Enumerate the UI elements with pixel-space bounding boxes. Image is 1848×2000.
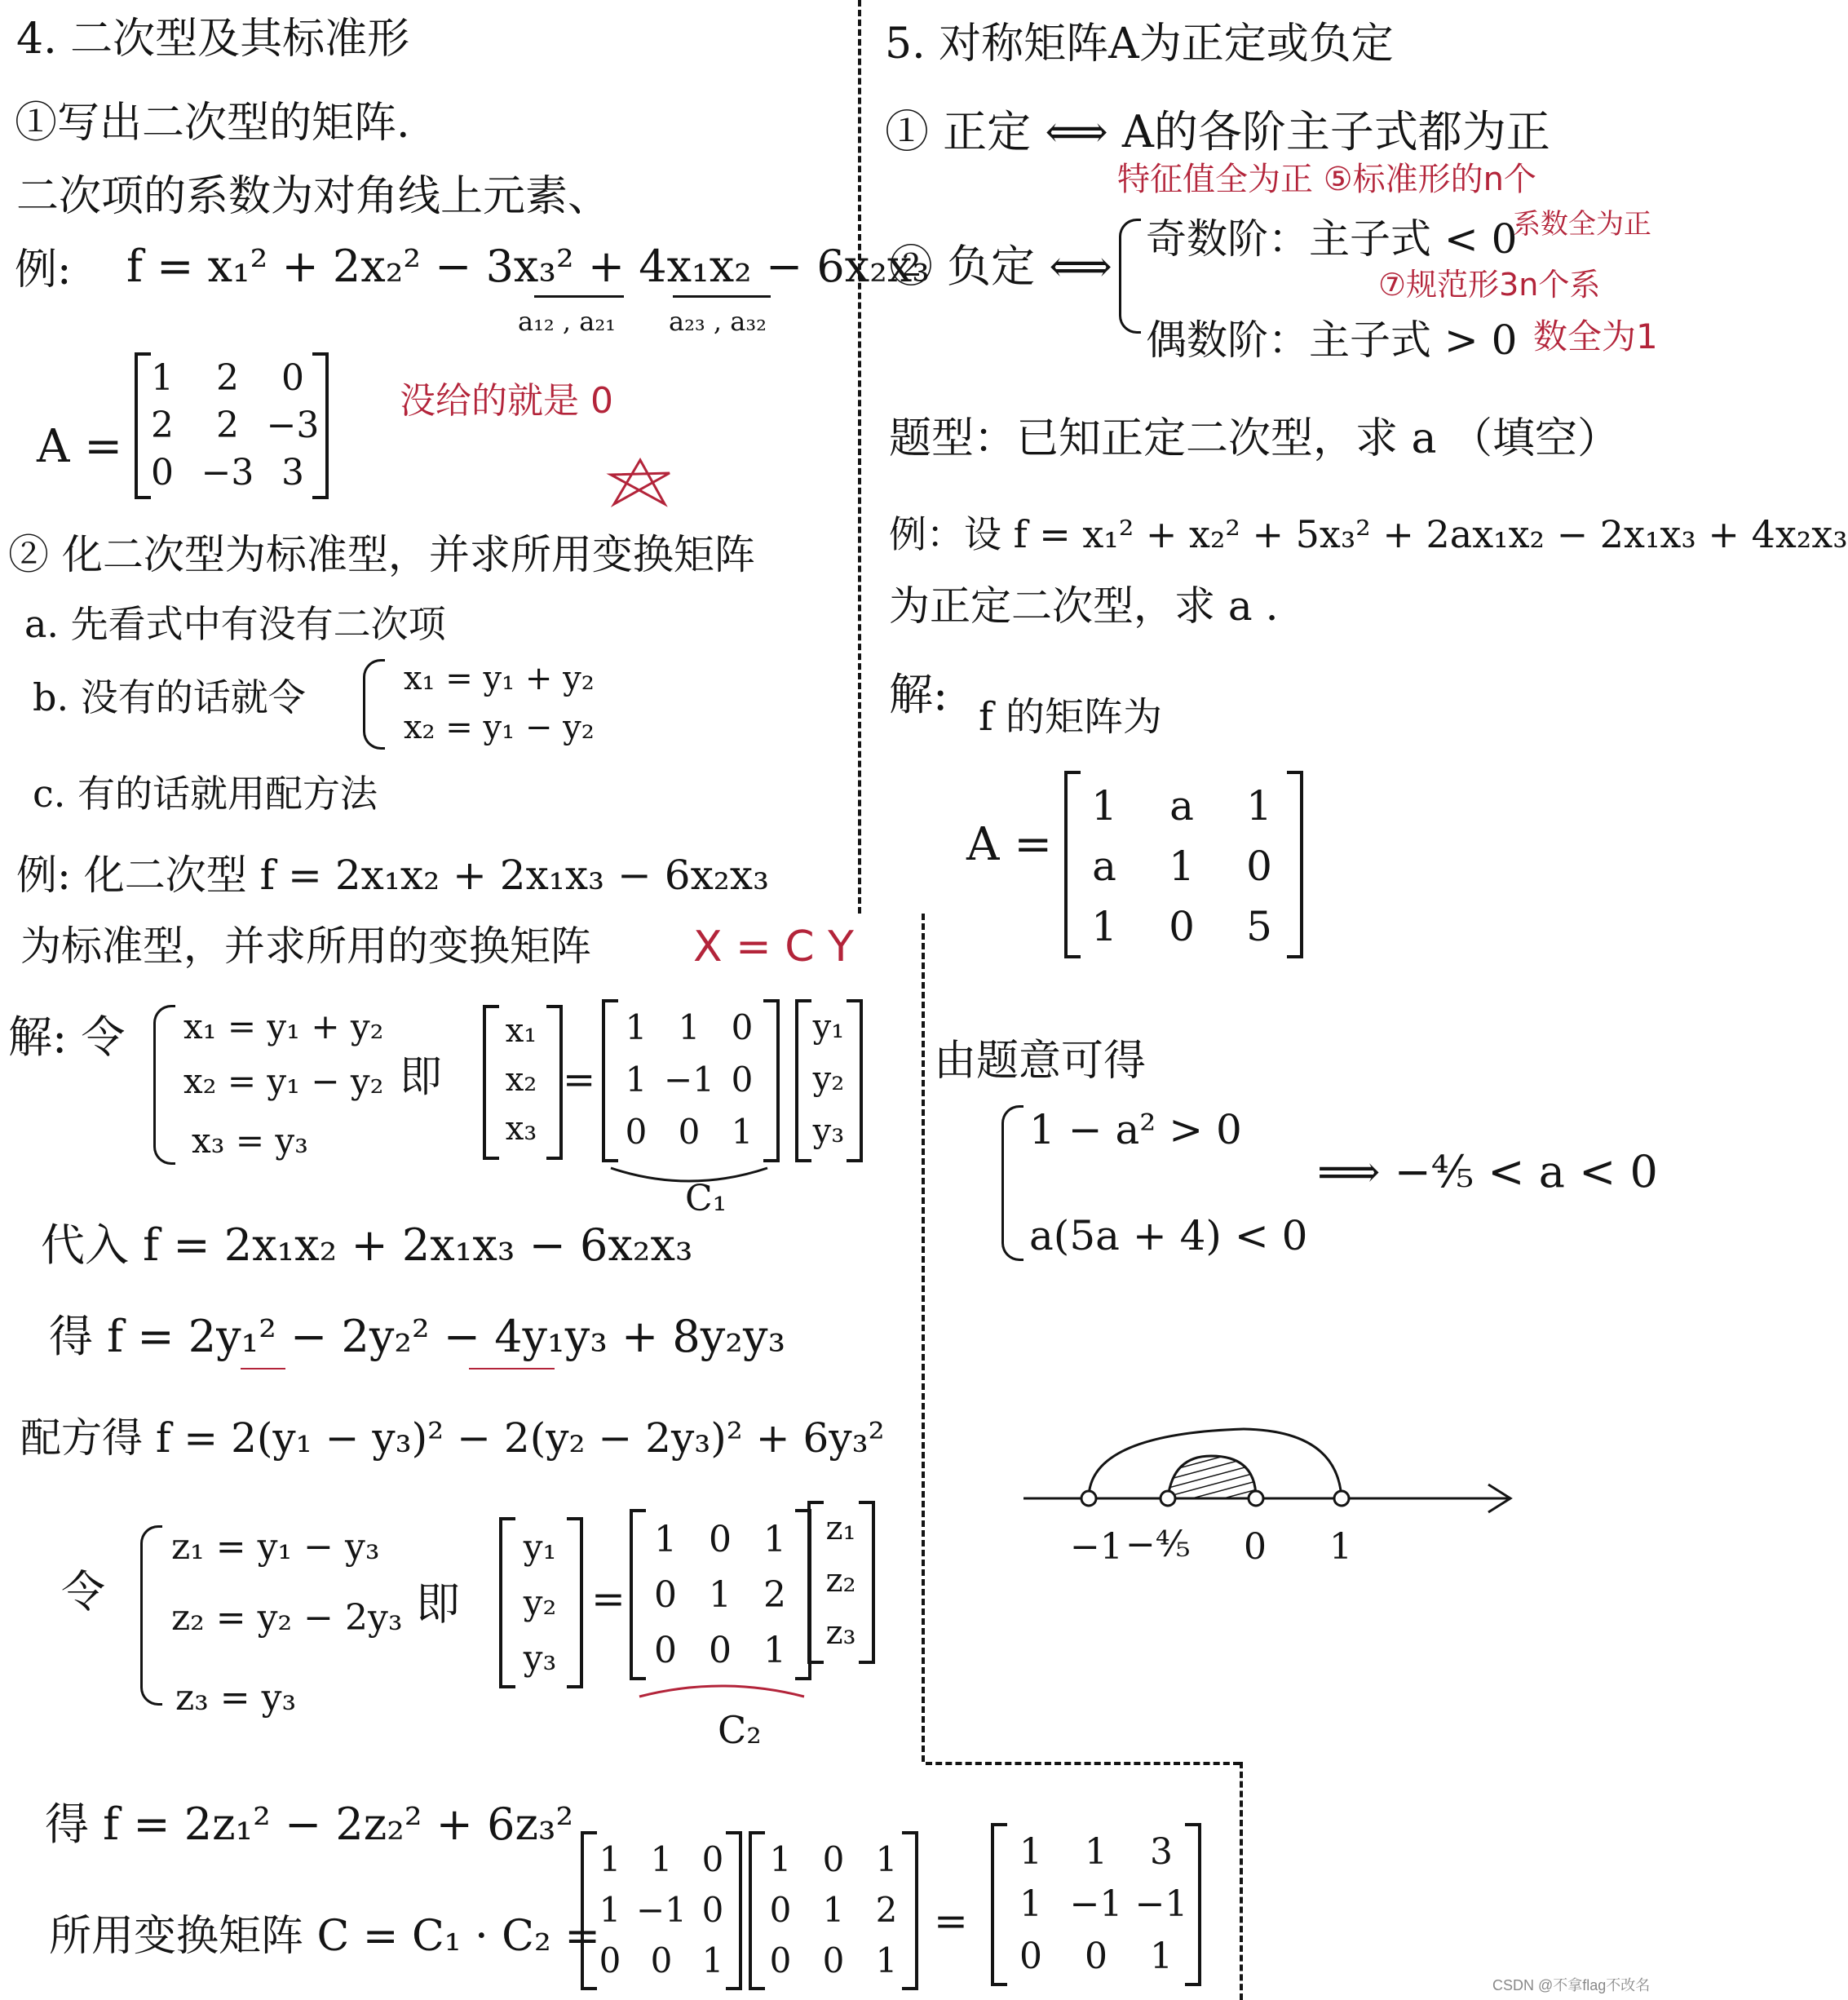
- result-f-in-z: 得 f = 2z₁² − 2z₂² + 6z₃²: [45, 1799, 574, 1850]
- example-2-line-1: 例: 化二次型 f = 2x₁x₂ + 2x₁x₃ − 6x₂x₃: [16, 852, 770, 899]
- step-2b: b. 没有的话就令: [33, 675, 306, 719]
- matrix-a-right-cell: 0: [1246, 843, 1272, 890]
- note-missing-is-zero: 没给的就是 0: [400, 380, 613, 422]
- equals-sign-3: =: [934, 1897, 968, 1945]
- final-c1-cell: −1: [636, 1890, 687, 1930]
- matrix-a-right: [1064, 771, 1303, 958]
- final-c2-cell: 2: [875, 1890, 898, 1930]
- matrix-a-cell: 0: [151, 452, 174, 493]
- underline-x2x3: [673, 295, 771, 298]
- brace-z-substitution: [140, 1525, 162, 1706]
- x-vector-cell: x₃: [505, 1110, 537, 1148]
- c2-cell: 0: [654, 1630, 677, 1671]
- final-result-cell: 3: [1150, 1831, 1173, 1873]
- c1-matrix: [602, 999, 780, 1162]
- z-eq1: z₁ = y₁ − y₃: [171, 1526, 380, 1568]
- tick-label-minus-four-fifths: −⁴⁄₅: [1125, 1524, 1191, 1565]
- final-c2-cell: 1: [875, 1940, 898, 1980]
- example-3-line-2: 为正定二次型，求 a .: [889, 582, 1279, 630]
- open-point-zero: [1249, 1491, 1263, 1506]
- matrix-a-cell: −3: [201, 452, 254, 493]
- tick-label-one: 1: [1329, 1526, 1352, 1568]
- c1-cell: 1: [678, 1007, 701, 1047]
- c2-cell: 0: [654, 1574, 677, 1616]
- step-2c: c. 有的话就用配方法: [33, 772, 378, 816]
- c1-cell: 1: [625, 1060, 648, 1100]
- section-5-title: 5. 对称矩阵A为正定或负定: [885, 20, 1394, 69]
- y-vector-cell: y₂: [812, 1060, 845, 1098]
- matrix-a-cell: 2: [216, 357, 239, 399]
- open-point-minus1: [1081, 1491, 1096, 1506]
- red-note-coef-positive: 系数全为正: [1513, 208, 1651, 241]
- final-c2-cell: 1: [769, 1839, 792, 1879]
- final-c1-cell: 0: [701, 1839, 724, 1879]
- final-result-cell: 0: [1019, 1936, 1042, 1977]
- c2-cell: 1: [763, 1630, 786, 1671]
- final-c1-cell: 1: [599, 1890, 621, 1930]
- c2-cell: 1: [709, 1574, 732, 1616]
- step-1-heading: ①写出二次型的矩阵.: [15, 99, 410, 148]
- underline-y1-squared: [241, 1368, 285, 1369]
- matrix-a-cell: 1: [151, 357, 174, 399]
- x-vector: [483, 1005, 563, 1160]
- complete-square-line: 配方得 f = 2(y₁ − y₃)² − 2(y₂ − 2y₃)² + 6y₃²: [20, 1414, 885, 1462]
- star-doodle-icon: [608, 455, 673, 512]
- x-vector-cell: x₁: [505, 1012, 537, 1050]
- matrix-a-label: A =: [37, 420, 123, 473]
- final-result-cell: 1: [1085, 1831, 1107, 1873]
- final-c1-cell: 1: [701, 1940, 724, 1980]
- c2-cell: 2: [763, 1574, 786, 1616]
- c1-cell: 0: [731, 1060, 754, 1100]
- brace-step-2b: [363, 659, 385, 750]
- final-result-cell: −1: [1069, 1883, 1123, 1925]
- y-vector-2-cell: y₁: [523, 1527, 557, 1567]
- example-2-line-2: 为标准型，并求所用的变换矩阵: [20, 923, 591, 970]
- tick-label-minus1: −1: [1070, 1526, 1123, 1568]
- positive-definite-red-note: 特征值全为正 ⑤标准形的n个: [1117, 161, 1536, 198]
- from-question: 由题意可得: [934, 1037, 1147, 1086]
- final-c2-cell: 1: [822, 1890, 845, 1930]
- inequality-2: a(5a + 4) < 0: [1029, 1212, 1308, 1259]
- final-c1-cell: 0: [599, 1940, 621, 1980]
- c2-cell: 0: [709, 1630, 732, 1671]
- solution-2-text: f 的矩阵为: [979, 694, 1163, 740]
- final-c1-cell: 1: [599, 1839, 621, 1879]
- annot-a12-a21: a₁₂ , a₂₁: [518, 306, 616, 337]
- y-vector-2: [499, 1517, 583, 1688]
- step-2b-eq2: x₂ = y₁ − y₂: [404, 709, 595, 746]
- step-2b-eq1: x₁ = y₁ + y₂: [404, 660, 595, 697]
- question-type: 题型：已知正定二次型，求 a （填空）: [889, 414, 1620, 463]
- final-c2-cell: 0: [822, 1940, 845, 1980]
- final-c1-matrix: [581, 1831, 742, 1990]
- final-result-cell: 0: [1085, 1936, 1107, 1977]
- final-c2-cell: 0: [769, 1890, 792, 1930]
- equals-sign-2: =: [591, 1575, 626, 1622]
- matrix-a-cell: 2: [216, 405, 239, 446]
- c2-label: C₂: [718, 1708, 762, 1752]
- section-4-title: 4. 二次型及其标准形: [16, 15, 410, 64]
- matrix-a-right-cell: 1: [1169, 843, 1195, 890]
- c1-cell: 0: [625, 1112, 648, 1152]
- z-vector-cell: z₂: [825, 1562, 856, 1600]
- c2-underbrace: [636, 1682, 807, 1706]
- positive-definite-rule: ① 正定 ⟺ A的各阶主子式都为正: [885, 106, 1550, 157]
- matrix-a-right-cell: 0: [1169, 903, 1195, 950]
- y-vector-2-cell: y₃: [523, 1638, 557, 1678]
- negative-definite-even: 偶数阶：主子式 > 0: [1146, 316, 1518, 364]
- step-2-heading: ② 化二次型为标准型，并求所用变换矩阵: [8, 531, 755, 578]
- solution-1-eq1: x₁ = y₁ + y₂: [183, 1007, 384, 1046]
- example-3-line-1: 例：设 f = x₁² + x₂² + 5x₃² + 2ax₁x₂ − 2x₁x₃ + 4x₂x₃: [889, 512, 1848, 556]
- final-result-cell: 1: [1019, 1831, 1042, 1873]
- final-c2-cell: 0: [822, 1839, 845, 1879]
- y-vector-cell: y₁: [812, 1008, 845, 1046]
- final-c2-cell: 0: [769, 1940, 792, 1980]
- x-equals-cy: X = C Y: [693, 923, 854, 971]
- final-result-cell: 1: [1019, 1883, 1042, 1925]
- c2-matrix: [630, 1509, 811, 1680]
- x-vector-cell: x₂: [505, 1061, 537, 1099]
- c1-cell: 0: [678, 1112, 701, 1152]
- c1-cell: 0: [731, 1007, 754, 1047]
- brace-inequalities: [1001, 1105, 1023, 1261]
- solution-1-eq2: x₂ = y₁ − y₂: [183, 1061, 384, 1101]
- z-vector-cell: z₁: [825, 1510, 856, 1547]
- matrix-a-cell: 3: [281, 452, 304, 493]
- brace-negative-definite: [1119, 219, 1141, 334]
- shaded-solution-interval: [1168, 1456, 1256, 1498]
- matrix-a-right-cell: 1: [1246, 782, 1272, 830]
- matrix-a-cell: 2: [151, 405, 174, 446]
- tick-label-zero: 0: [1244, 1526, 1267, 1568]
- red-note-all-one: 数全为1: [1533, 316, 1658, 356]
- z-eq3: z₃ = y₃: [175, 1677, 297, 1719]
- matrix-a-right-cell: a: [1092, 843, 1116, 890]
- c1-label: C₁: [685, 1178, 727, 1219]
- c1-cell: −1: [664, 1060, 714, 1100]
- y-vector-cell: y₃: [812, 1113, 845, 1150]
- final-c1-cell: 0: [650, 1940, 673, 1980]
- solution-1-eq3: x₃ = y₃: [192, 1121, 308, 1161]
- c2-cell: 0: [709, 1519, 732, 1560]
- final-result-matrix: [991, 1823, 1201, 1986]
- inequality-1: 1 − a² > 0: [1029, 1106, 1242, 1153]
- step-2a: a. 先看式中有没有二次项: [24, 602, 446, 646]
- final-transform-label: 所用变换矩阵 C = C₁ · C₂ =: [49, 1912, 600, 1961]
- inequality-result: ⟹ −⁴⁄₅ < a < 0: [1317, 1146, 1658, 1197]
- final-result-cell: 1: [1150, 1936, 1173, 1977]
- ji-label-2: 即: [416, 1578, 460, 1630]
- matrix-a-right-cell: 1: [1091, 903, 1117, 950]
- watermark: CSDN @不拿flag不改名: [1492, 1977, 1651, 1993]
- c1-cell: 1: [731, 1112, 754, 1152]
- example-1-label: 例:: [15, 246, 72, 294]
- example-1-formula: f = x₁² + 2x₂² − 3x₃² + 4x₁x₂ − 6x₂x₃: [126, 241, 930, 292]
- annot-a23-a32: a₂₃ , a₃₂: [669, 306, 767, 337]
- c2-cell: 1: [654, 1519, 677, 1560]
- solution-2-label: 解:: [889, 669, 948, 720]
- let-z-label: 令: [61, 1566, 105, 1617]
- matrix-a-cell: 0: [281, 357, 304, 399]
- negative-definite-label: ② 负定 ⟺: [889, 241, 1112, 292]
- box-divider-top: [926, 1762, 1240, 1765]
- c1-cell: 1: [625, 1007, 648, 1047]
- z-eq2: z₂ = y₂ − 2y₃: [171, 1597, 403, 1639]
- column-divider-lower: [922, 914, 925, 1762]
- underline-y1y3: [469, 1368, 555, 1369]
- final-result-cell: −1: [1134, 1883, 1188, 1925]
- ji-label-1: 即: [400, 1053, 443, 1102]
- z-vector-cell: z₃: [825, 1614, 856, 1652]
- equals-sign-1: =: [563, 1057, 596, 1103]
- matrix-a-right-cell: a: [1169, 782, 1194, 830]
- box-divider-right: [1240, 1762, 1243, 2000]
- open-point-minus-four-fifths: [1161, 1491, 1175, 1506]
- matrix-a-right-cell: 5: [1246, 903, 1272, 950]
- negative-definite-odd: 奇数阶：主子式 < 0: [1146, 215, 1518, 263]
- matrix-a-right-cell: 1: [1091, 782, 1117, 830]
- y-vector: [795, 999, 863, 1162]
- result-f-in-y: 得 f = 2y₁² − 2y₂² − 4y₁y₃ + 8y₂y₃: [49, 1311, 786, 1362]
- brace-solution-1: [153, 1005, 175, 1165]
- matrix-a-right-label: A =: [966, 818, 1053, 871]
- z-vector: [807, 1501, 875, 1664]
- c2-cell: 1: [763, 1519, 786, 1560]
- y-vector-2-cell: y₂: [523, 1582, 557, 1622]
- underline-x1x2: [534, 295, 624, 298]
- solution-1-label: 解: 令: [8, 1011, 126, 1063]
- final-c1-cell: 1: [650, 1839, 673, 1879]
- final-c2-cell: 1: [875, 1839, 898, 1879]
- open-point-one: [1334, 1491, 1349, 1506]
- final-c2-matrix: [749, 1831, 918, 1990]
- rule-diagonal: 二次项的系数为对角线上元素、: [16, 172, 611, 221]
- red-note-normal-form: ⑦规范形3n个系: [1378, 267, 1601, 303]
- final-c1-cell: 0: [701, 1890, 724, 1930]
- matrix-a: [135, 352, 329, 499]
- matrix-a-cell: −3: [266, 405, 320, 446]
- substitute-line: 代入 f = 2x₁x₂ + 2x₁x₃ − 6x₂x₃: [41, 1219, 693, 1271]
- column-divider: [858, 0, 861, 914]
